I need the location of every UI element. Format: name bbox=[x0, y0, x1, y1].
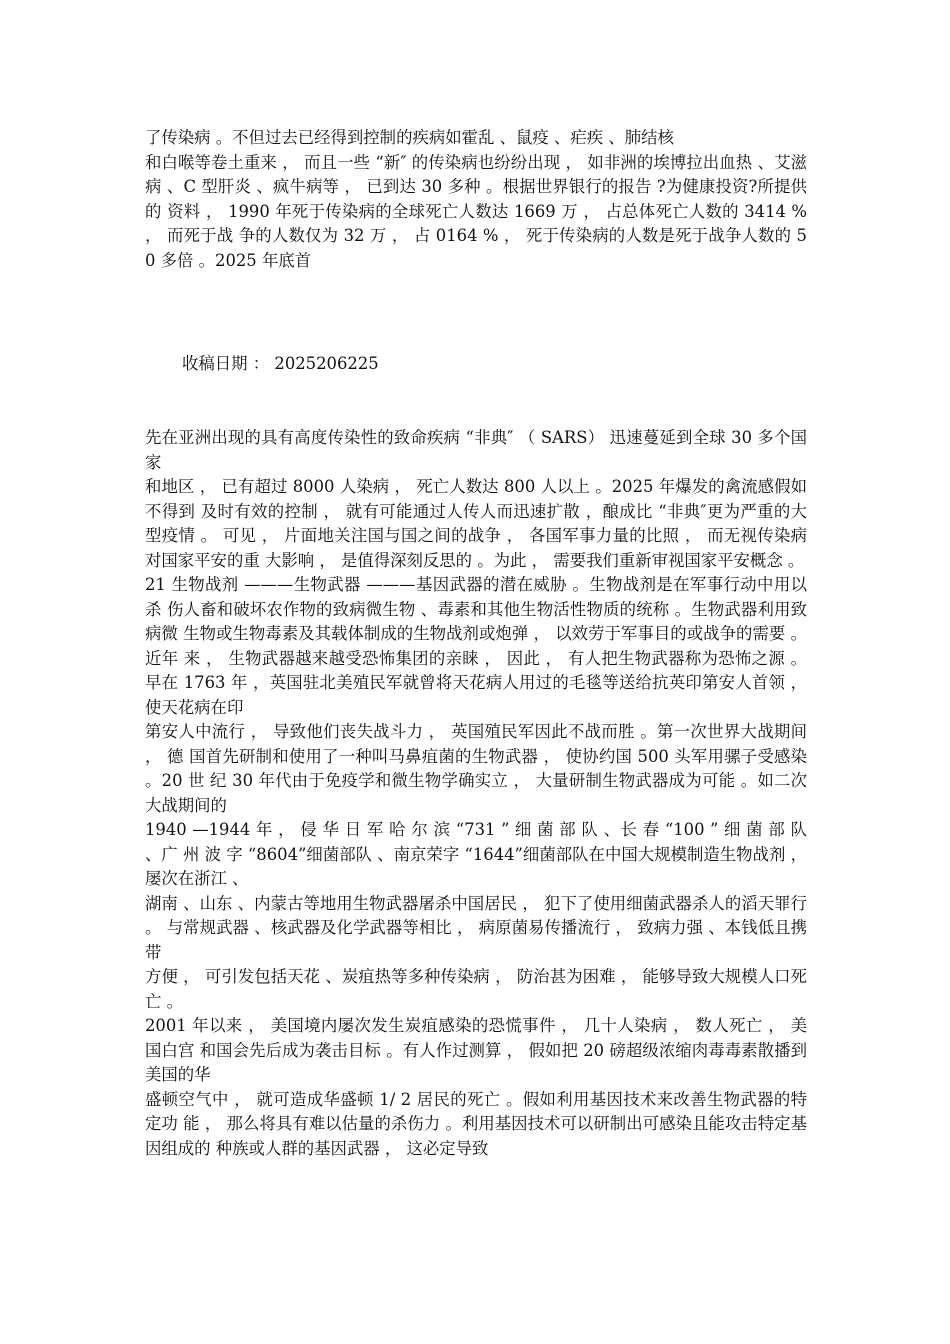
paragraph: 21 生物战剂 ———生物武器 ———基因武器的潜在威胁 。生物战剂是在军事行动中用以杀 伤人畜和破坏农作物的致病微生物 、毒素和其他生物活性物质的统称 。生物武器利用致病微 生物或生物毒素及其载体制成的生物战剂或炮弹 ， 以效劳于军事目的或战争的需要 。近年 来 ， 生物武器越来越受恐怖集团的亲睐 ， 因此 ， 有人把生物武器称为恐怖之源 。早在 1763 年 ，英国驻北美殖民军就曾将天花病人用过的毛毯等送给抗英印第安人首领 ， 使天花病在印 bbox=[145, 575, 807, 717]
received-date-value: 2025206225 bbox=[274, 354, 379, 373]
paragraph: 和地区 ， 已有超过 8000 人染病 ， 死亡人数达 800 人以上 。2025 年爆发的禽流感假如不得到 及时有效的控制 ， 就有可能通过人传人而迅速扩散 ，酿成比 “非典″更为严重的大型疫情 。 可见 ， 片面地关注国与国之间的战争 ， 各国军事力量的比照 ， 而无视传染病对国家平安的重 大影响 ， 是值得深刻反思的 。为此 ， 需要我们重新审视国家平安概念 。 bbox=[145, 477, 807, 570]
text-block-main bbox=[145, 426, 807, 1161]
received-date bbox=[182, 352, 379, 376]
paragraph: 先在亚洲出现的具有高度传染性的致命疾病 “非典″ （ SARS） 迅速蔓延到全球 30 多个国家 bbox=[145, 428, 807, 472]
paragraph: 盛顿空气中 ， 就可造成华盛顿 1/ 2 居民的死亡 。假如利用基因技术来改善生物武器的特定功 能 ， 那么将具有难以估量的杀伤力 。利用基因技术可以研制出可感染且能攻击特定基因组成的 种族或人群的基因武器 ， 这必定导致 bbox=[145, 1089, 807, 1158]
received-date-label: 收稿日期 ： bbox=[182, 354, 270, 373]
paragraph: 1940 —1944 年 ， 侵 华 日 军 哈 尔 滨 “731 ” 细 菌 部 队 、长 春 “100 ” 细 菌 部 队 、广 州 波 字 “8604”细菌部队 、南京荣字 “1644”细菌部队在中国大规模制造生物战剂 ， 屡次在浙江 、 bbox=[145, 820, 807, 888]
paragraph: 方便 ， 可引发包括天花 、炭疽热等多种传染病 ， 防治甚为困难 ， 能够导致大规模人口死亡 。 bbox=[145, 967, 807, 1011]
paragraph: 了传染病 。不但过去已经得到控制的疾病如霍乱 、鼠疫 、疟疾 、肺结核 bbox=[145, 128, 674, 147]
paragraph: 湖南 、山东 、内蒙古等地用生物武器屠杀中国居民 ， 犯下了使用细菌武器杀人的滔天罪行 。 与常规武器 、核武器及化学武器等相比 ， 病原菌易传播流行 ， 致病力强 、本钱低且携带 bbox=[145, 893, 807, 962]
paragraph: 2001 年以来 ， 美国境内屡次发生炭疽感染的恐慌事件 ， 几十人染病 ， 数人死亡 ， 美国白宫 和国会先后成为袭击目标 。有人作过测算 ， 假如把 20 磅超级浓缩肉毒毒素散播到美国的华 bbox=[145, 1016, 807, 1084]
text-block-top bbox=[145, 126, 807, 273]
paragraph: 第安人中流行 ， 导致他们丧失战斗力 ， 英国殖民军因此不战而胜 。第一次世界大战期间 ， 德 国首先研制和使用了一种叫马鼻疽菌的生物武器 ， 使协约国 500 头军用骡子受感染 。20 世 纪 30 年代由于免疫学和微生物学确实立 ， 大量研制生物武器成为可能 。如二次大战期间的 bbox=[145, 722, 807, 815]
paragraph: 和白喉等卷土重来 ， 而且一些 “新″ 的传染病也纷纷出现 ， 如非洲的埃博拉出血热 、艾滋 病 、C 型肝炎 、疯牛病等 ， 已到达 30 多种 。根据世界银行的报告 ?为健康投资?所提供的 资料 ， 1990 年死于传染病的全球死亡人数达 1669 万 ， 占总体死亡人数的 3414 % ， 而死于战 争的人数仅为 32 万 ， 占 0164 % ， 死于传染病的人数是死于战争人数的 50 多倍 。2025 年底首 bbox=[145, 152, 807, 270]
